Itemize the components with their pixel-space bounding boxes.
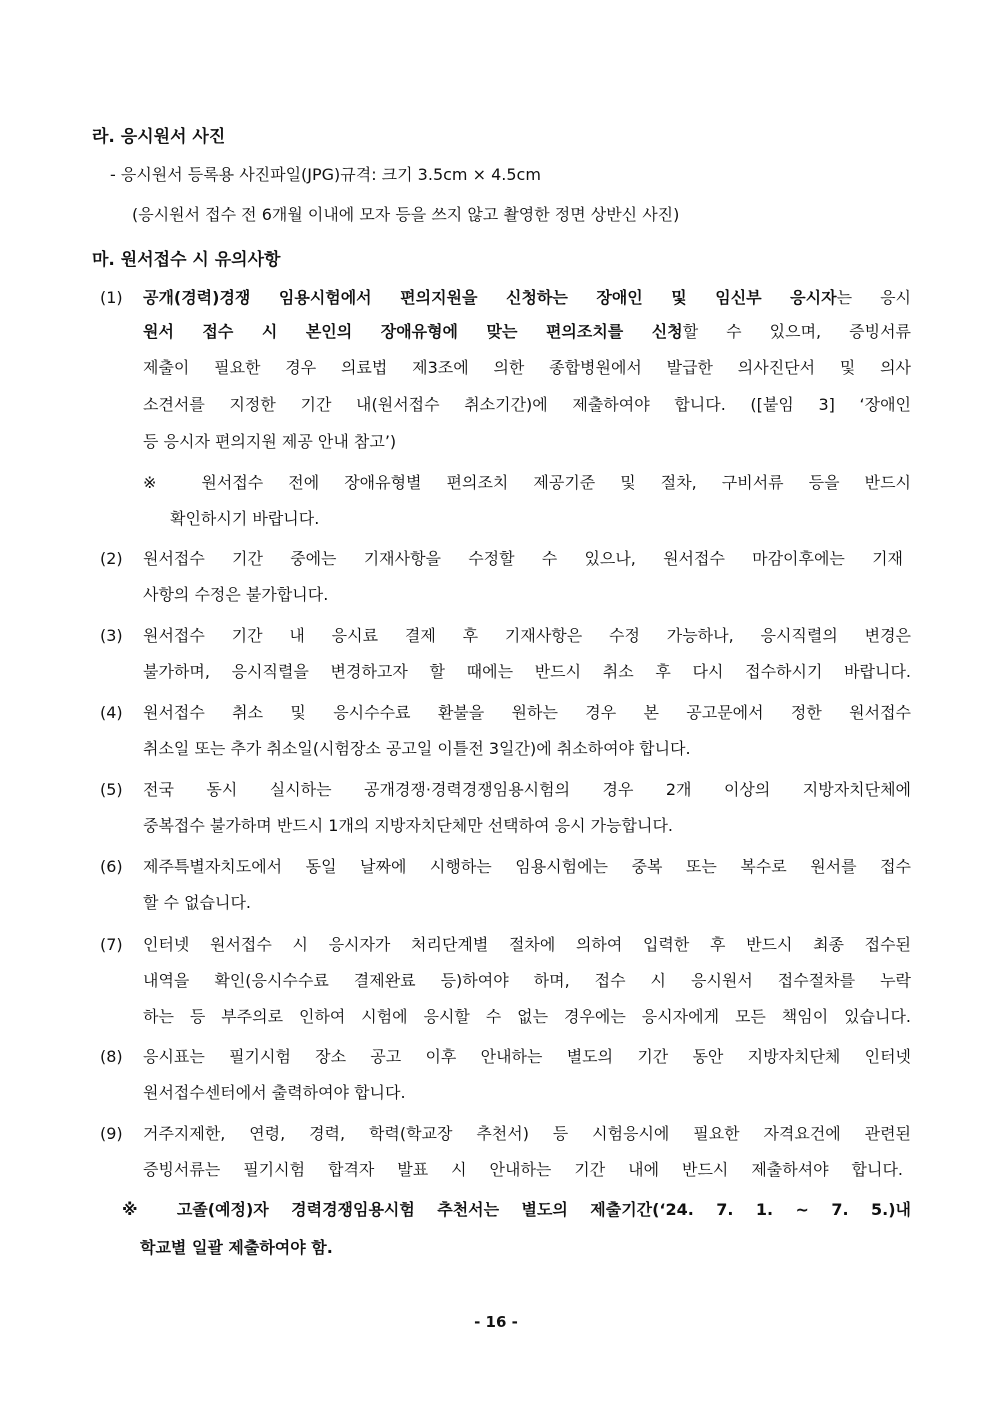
item-2-line-1: 원서접수 기간 중에는 기재사항을 수정할 수 있으나, 원서접수 마감이후에는 기재 xyxy=(143,549,903,568)
item-1-line-3: 제출이 필요한 경우 의료법 제3조에 의한 종합병원에서 발급한 의사진단서 및 의사 xyxy=(143,358,911,377)
item-number: (9) xyxy=(100,1124,123,1143)
item-1-note-line-1: ※ 원서접수 전에 장애유형별 편의조치 제공기준 및 절차, 구비서류 등을 반드시 xyxy=(143,473,911,492)
text-run: 할 수 있으며, 증빙서류 xyxy=(682,322,911,341)
final-note-line-1: ※ 고졸(예정)자 경력경쟁임용시험 추천서는 별도의 제출기간(‘24. 7. 1. ~ 7. 5.)내 xyxy=(122,1200,911,1219)
item-7-line-1: 인터넷 원서접수 시 응시자가 처리단계별 절차에 의하여 입력한 후 반드시 최종 접수된 xyxy=(143,935,911,954)
item-1-line-5: 등 응시자 편의지원 제공 안내 참고’) xyxy=(143,432,397,451)
item-number: (4) xyxy=(100,703,123,722)
item-8-line-2: 원서접수센터에서 출력하여야 합니다. xyxy=(143,1083,406,1102)
section-heading-ra: 라. 응시원서 사진 xyxy=(92,127,226,147)
item-number: (8) xyxy=(100,1047,123,1066)
item-1-line-4: 소견서를 지정한 기간 내(원서접수 취소기간)에 제출하여야 합니다. ([붙임 3] ‘장애인 xyxy=(143,395,911,414)
item-1-line-2 xyxy=(143,321,911,343)
item-8-line-1: 응시표는 필기시험 장소 공고 이후 안내하는 별도의 기간 동안 지방자치단체 인터넷 xyxy=(143,1047,911,1066)
item-4-line-1: 원서접수 취소 및 응시수수료 환불을 원하는 경우 본 공고문에서 정한 원서접수 xyxy=(143,703,911,722)
item-number: (5) xyxy=(100,780,123,799)
item-7-line-3: 하는 등 부주의로 인하여 시험에 응시할 수 없는 경우에는 응시자에게 모든 책임이 있습니다. xyxy=(143,1007,911,1026)
item-9-line-2: 증빙서류는 필기시험 합격자 발표 시 안내하는 기간 내에 반드시 제출하셔야 합니다. xyxy=(143,1160,903,1179)
item-number: (6) xyxy=(100,857,123,876)
item-1-line-1 xyxy=(143,287,911,309)
item-number: (2) xyxy=(100,549,123,568)
item-6-line-1: 제주특별자치도에서 동일 날짜에 시행하는 임용시험에는 중복 또는 복수로 원서를 접수 xyxy=(143,857,911,876)
item-7-line-2: 내역을 확인(응시수수료 결제완료 등)하여야 하며, 접수 시 응시원서 접수절차를 누락 xyxy=(143,971,911,990)
photo-spec-bullet: - 응시원서 등록용 사진파일(JPG)규격: 크기 3.5cm × 4.5cm xyxy=(110,165,541,184)
item-9-line-1: 거주지제한, 연령, 경력, 학력(학교장 추천서) 등 시험응시에 필요한 자격요건에 관련된 xyxy=(143,1124,911,1143)
item-3-line-1: 원서접수 기간 내 응시료 결제 후 기재사항은 수정 가능하나, 응시직렬의 변경은 xyxy=(143,626,911,645)
text-run: 는 응시 xyxy=(836,288,911,307)
bold-phrase: 원서 접수 시 본인의 장애유형에 맞는 편의조치를 신청 xyxy=(143,322,683,341)
item-5-line-1: 전국 동시 실시하는 공개경쟁·경력경쟁임용시험의 경우 2개 이상의 지방자치단체에 xyxy=(143,780,911,799)
final-note-line-2: 학교별 일괄 제출하여야 함. xyxy=(140,1238,333,1257)
item-number: (3) xyxy=(100,626,123,645)
item-3-line-2: 불가하며, 응시직렬을 변경하고자 할 때에는 반드시 취소 후 다시 접수하시기 바랍니다. xyxy=(143,662,911,681)
section-heading-ma: 마. 원서접수 시 유의사항 xyxy=(92,250,281,270)
item-2-line-2: 사항의 수정은 불가합니다. xyxy=(143,585,329,604)
item-4-line-2: 취소일 또는 추가 취소일(시험장소 공고일 이틀전 3일간)에 취소하여야 합니다. xyxy=(143,739,691,758)
item-number: (1) xyxy=(100,288,123,307)
item-1-note-line-2: 확인하시기 바랍니다. xyxy=(170,509,320,528)
item-6-line-2: 할 수 없습니다. xyxy=(143,893,251,912)
photo-spec-note: (응시원서 접수 전 6개월 이내에 모자 등을 쓰지 않고 촬영한 정면 상반신 사진) xyxy=(132,205,680,224)
page-number: - 16 - xyxy=(474,1313,518,1331)
item-number: (7) xyxy=(100,935,123,954)
bold-phrase: 공개(경력)경쟁 임용시험에서 편의지원을 신청하는 장애인 및 임신부 응시자 xyxy=(143,288,837,307)
item-5-line-2: 중복접수 불가하며 반드시 1개의 지방자치단체만 선택하여 응시 가능합니다. xyxy=(143,816,674,835)
